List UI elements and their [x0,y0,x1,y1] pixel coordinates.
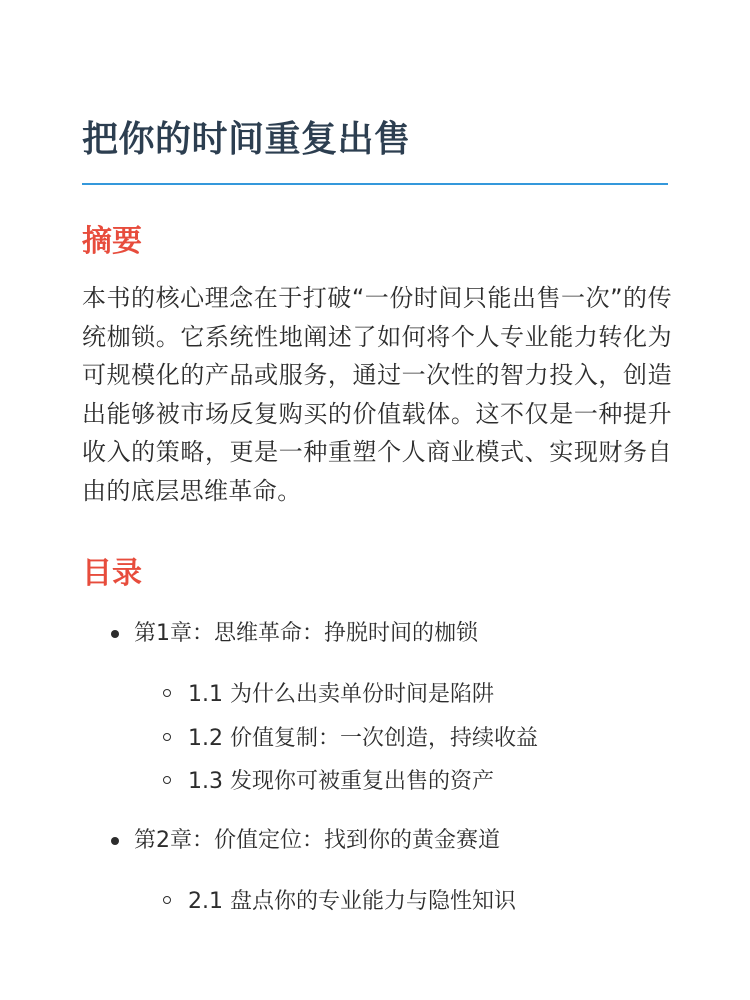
filled-bullet-icon [111,630,119,638]
chapter-1-sections [134,673,672,804]
hollow-bullet-icon [163,896,171,904]
toc-section-2-1 [134,880,672,924]
section-title: 1.1 为什么出卖单份时间是陷阱 [188,682,494,707]
toc-heading: 目录 [82,556,142,591]
toc-section-1-3 [134,760,672,804]
filled-bullet-icon [111,837,119,845]
toc-section-1-2 [134,717,672,761]
hollow-bullet-icon [163,689,171,697]
document-title: 把你的时间重复出售 [82,119,411,160]
chapter-title: 第2章：价值定位：找到你的黄金赛道 [134,827,500,853]
chapter-title: 第1章：思维革命：挣脱时间的枷锁 [134,621,478,646]
toc-section-1-1 [134,673,672,717]
section-title: 1.3 发现你可被重复出售的资产 [188,769,494,794]
hollow-bullet-icon [163,733,171,741]
toc-chapter-1 [82,615,672,804]
chapter-2-sections [134,880,672,924]
title-divider [82,183,668,185]
summary-paragraph: 本书的核心理念在于打破“一份时间只能出售一次”的传统枷锁。它系统性地阐述了如何将个人专业能力转化为可规模化的产品或服务，通过一次性的智力投入，创造出能够被市场反复购买的价值载体。这不仅是一种提升收入的策略，更是一种重塑个人商业模式、实现财务自由的底层思维革命。 [82,284,672,505]
table-of-contents [82,615,672,923]
toc-chapter-2 [82,822,672,924]
section-title: 1.2 价值复制：一次创造，持续收益 [188,725,538,751]
hollow-bullet-icon [163,776,171,784]
section-title: 2.1 盘点你的专业能力与隐性知识 [188,888,516,914]
summary-heading: 摘要 [82,224,142,259]
